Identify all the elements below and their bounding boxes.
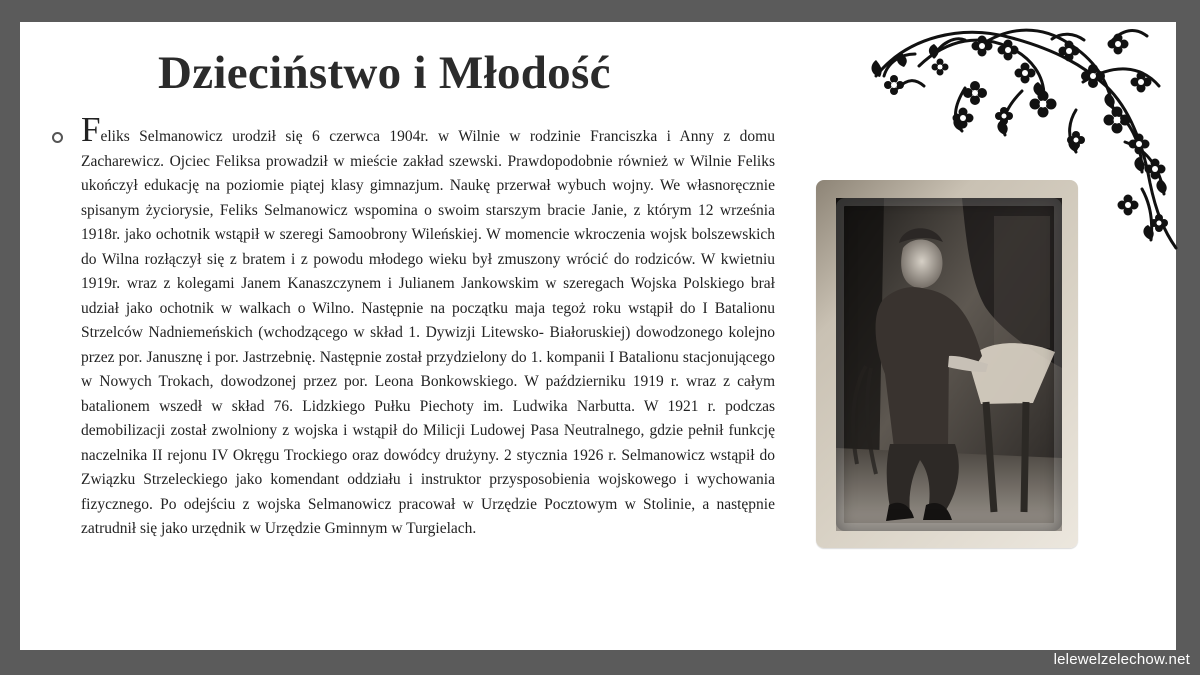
floral-corner-ornament-icon [864, 18, 1178, 252]
biography-text: eliks Selmanowicz urodził się 6 czerwca 1904r. w Wilnie w rodzinie Franciszka i Anny z domu Zacharewicz. Ojciec Feliksa prowadził w mieście zakład szewski. Prawdopodobnie również w Wilnie Feliks ukończył edukację na poziomie piątej klasy gimnazjum. Naukę przerwał wybuch wojny. We własnoręcznie spisanym życiorysie, Feliks Selmanowicz wspomina o swoim starszym bracie Janie, z którym 12 września 1918r. jako ochotnik wstąpił w szeregi Samoobrony Wileńskiej. W momencie wkroczenia wojsk bolszewskich do Wilna rozłączył się z bratem i z powodu młodego wieku był zmuszony wrócić do rodziców. W kwietniu 1919r. wraz z kolegami Janem Kanaszczynem i Julianem Jankowskim w szeregach Wojska Polskiego brał udział jako ochotnik w walkach o Wilno. Następnie na początku maja tegoż roku wstąpił do I Batalionu Strzelców Nadniemeńskich (wchodzącego w skład 1. Dywizji Litewsko- Białoruskiej) dowodzonego kolejno przez por. Janusznę i por. Jastrzebnię. Następnie został przydzielony do 1. kompanii I Batalionu stacjonującego w Nowych Trokach, dowodzonej przez por. Leona Bonkowskiego. W październiku 1919 r. wraz z całym batalionem wszedł w skład 76. Lidzkiego Pułku Piechoty im. Ludwika Narbutta. W 1921 r. podczas demobilizacji został zwolniony z wojska i wstąpił do Milicji Ludowej Pasa Neutralnego, gdzie pełnił funkcję naczelnika II rejonu IV Okręgu Trockiego oraz dowódcy drużyny. 2 stycznia 1926 r. Selmanowicz wstąpił do Związku Strzeleckiego jako komendant oddziału i instruktor przysposobienia wojskowego i wychowania fizycznego. Po odejściu z wojska Selmanowicz pracował w Urzędzie Pocztowym w Stolinie, a następnie zatrudnił się jako urzędnik w Urzędzie Gminnym w Turgielach. [81, 128, 775, 537]
website-watermark: lelewelzelechow.net [1053, 651, 1190, 668]
biography-paragraph [81, 110, 775, 542]
slide-title: Dzieciństwo i Młodość [158, 47, 611, 99]
hollow-circle-bullet-icon [52, 132, 63, 143]
drop-cap-letter: F [81, 110, 101, 149]
